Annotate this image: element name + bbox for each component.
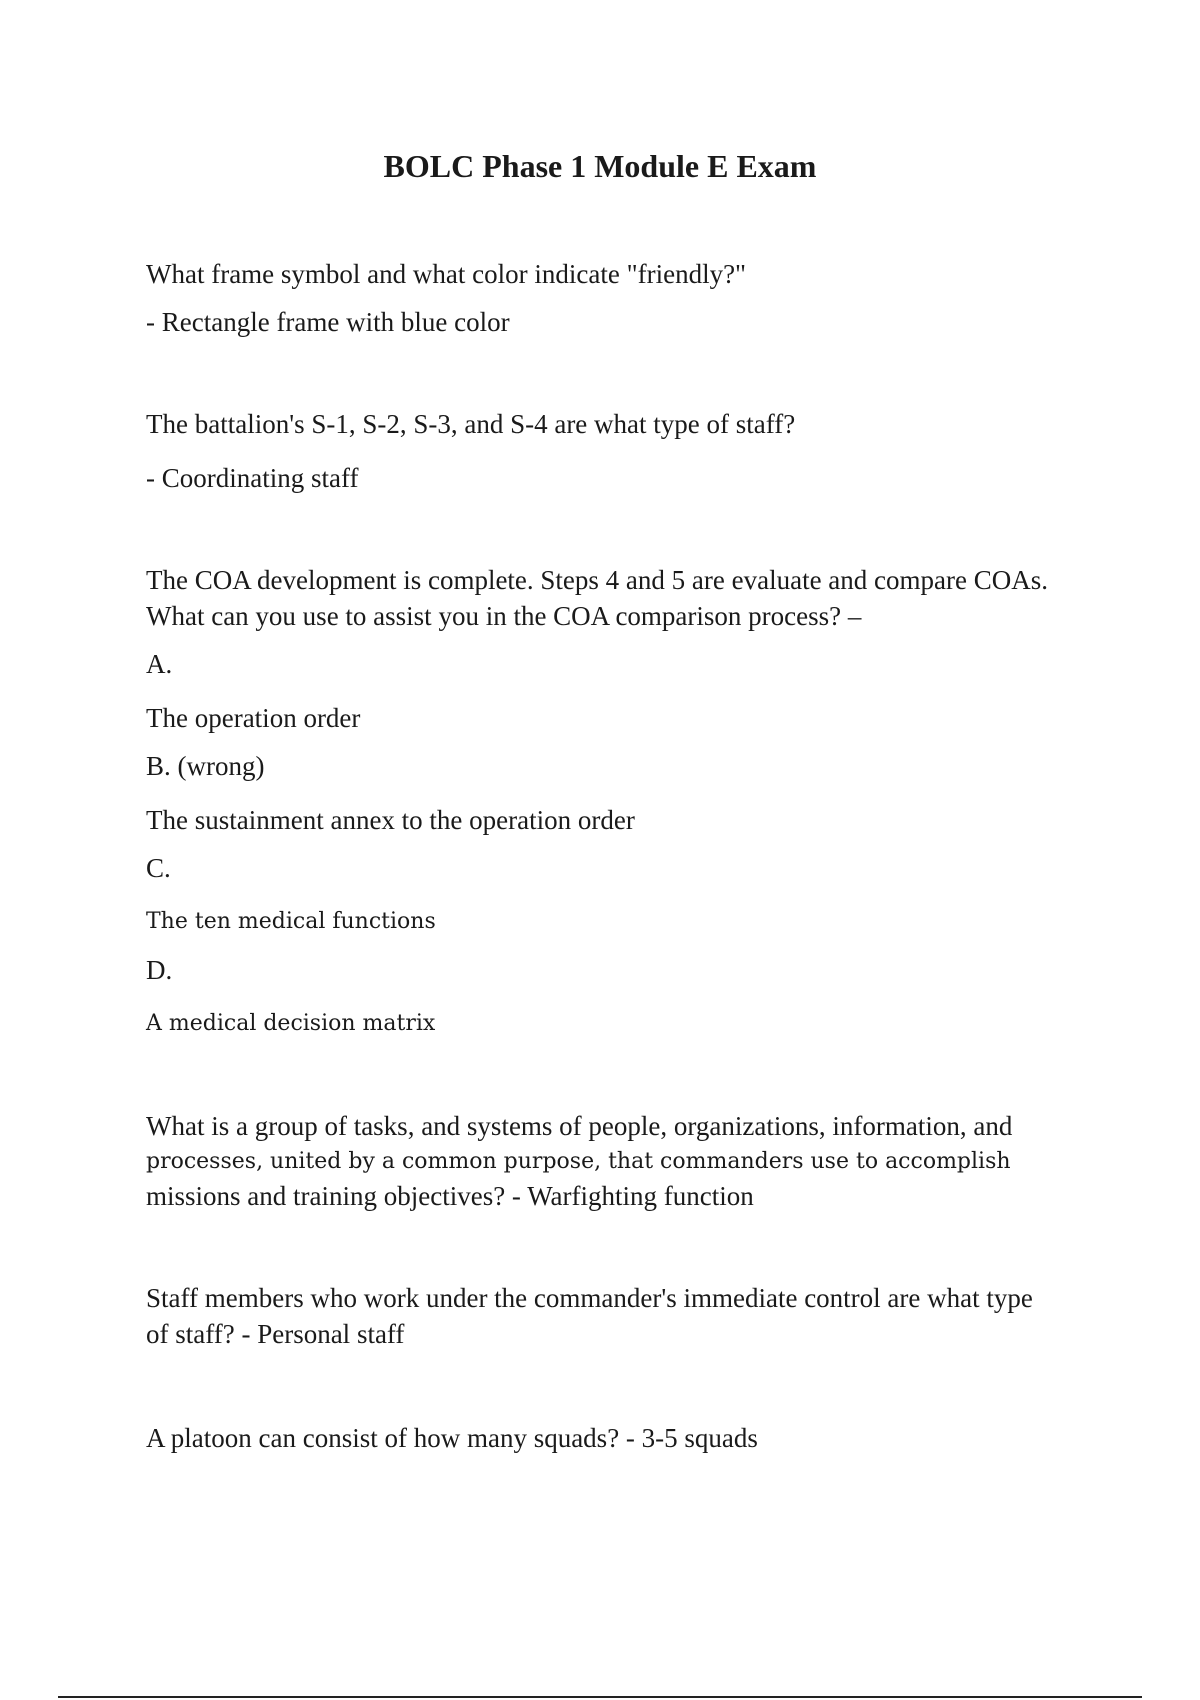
option-b-text: The sustainment annex to the operation order: [146, 805, 635, 835]
question-3-line-1: The COA development is complete. Steps 4 and 5 are evaluate and compare COAs.: [146, 565, 1048, 595]
option-a-text: The operation order: [146, 703, 361, 733]
option-c-text: The ten medical functions: [146, 909, 436, 934]
answer-1-text: - Rectangle frame with blue color: [146, 307, 510, 337]
question-4-line-3: missions and training objectives? - Warfighting function: [146, 1181, 754, 1211]
answer-2-text: - Coordinating staff: [146, 463, 359, 493]
option-b-label: B. (wrong): [146, 751, 265, 781]
footer-divider: [58, 1696, 1142, 1698]
option-a-label: A.: [146, 649, 173, 679]
option-c-label: C.: [146, 853, 171, 883]
question-2-text: The battalion's S-1, S-2, S-3, and S-4 are what type of staff?: [146, 409, 796, 439]
question-5-line-2: of staff? - Personal staff: [146, 1319, 405, 1349]
question-1-text: What frame symbol and what color indicate "friendly?": [146, 259, 747, 289]
question-6-text: A platoon can consist of how many squads? - 3-5 squads: [146, 1423, 758, 1453]
option-d-label: D.: [146, 955, 173, 985]
question-5-line-1: Staff members who work under the commander's immediate control are what type: [146, 1283, 1033, 1313]
question-3-line-2: What can you use to assist you in the COA comparison process? –: [146, 601, 862, 631]
question-4-line-1: What is a group of tasks, and systems of people, organizations, information, and: [146, 1111, 1013, 1141]
question-4-line-2: processes, united by a common purpose, that commanders use to accomplish: [146, 1149, 1011, 1174]
document-title: BOLC Phase 1 Module E Exam: [383, 148, 817, 184]
option-d-text: A medical decision matrix: [146, 1011, 436, 1036]
